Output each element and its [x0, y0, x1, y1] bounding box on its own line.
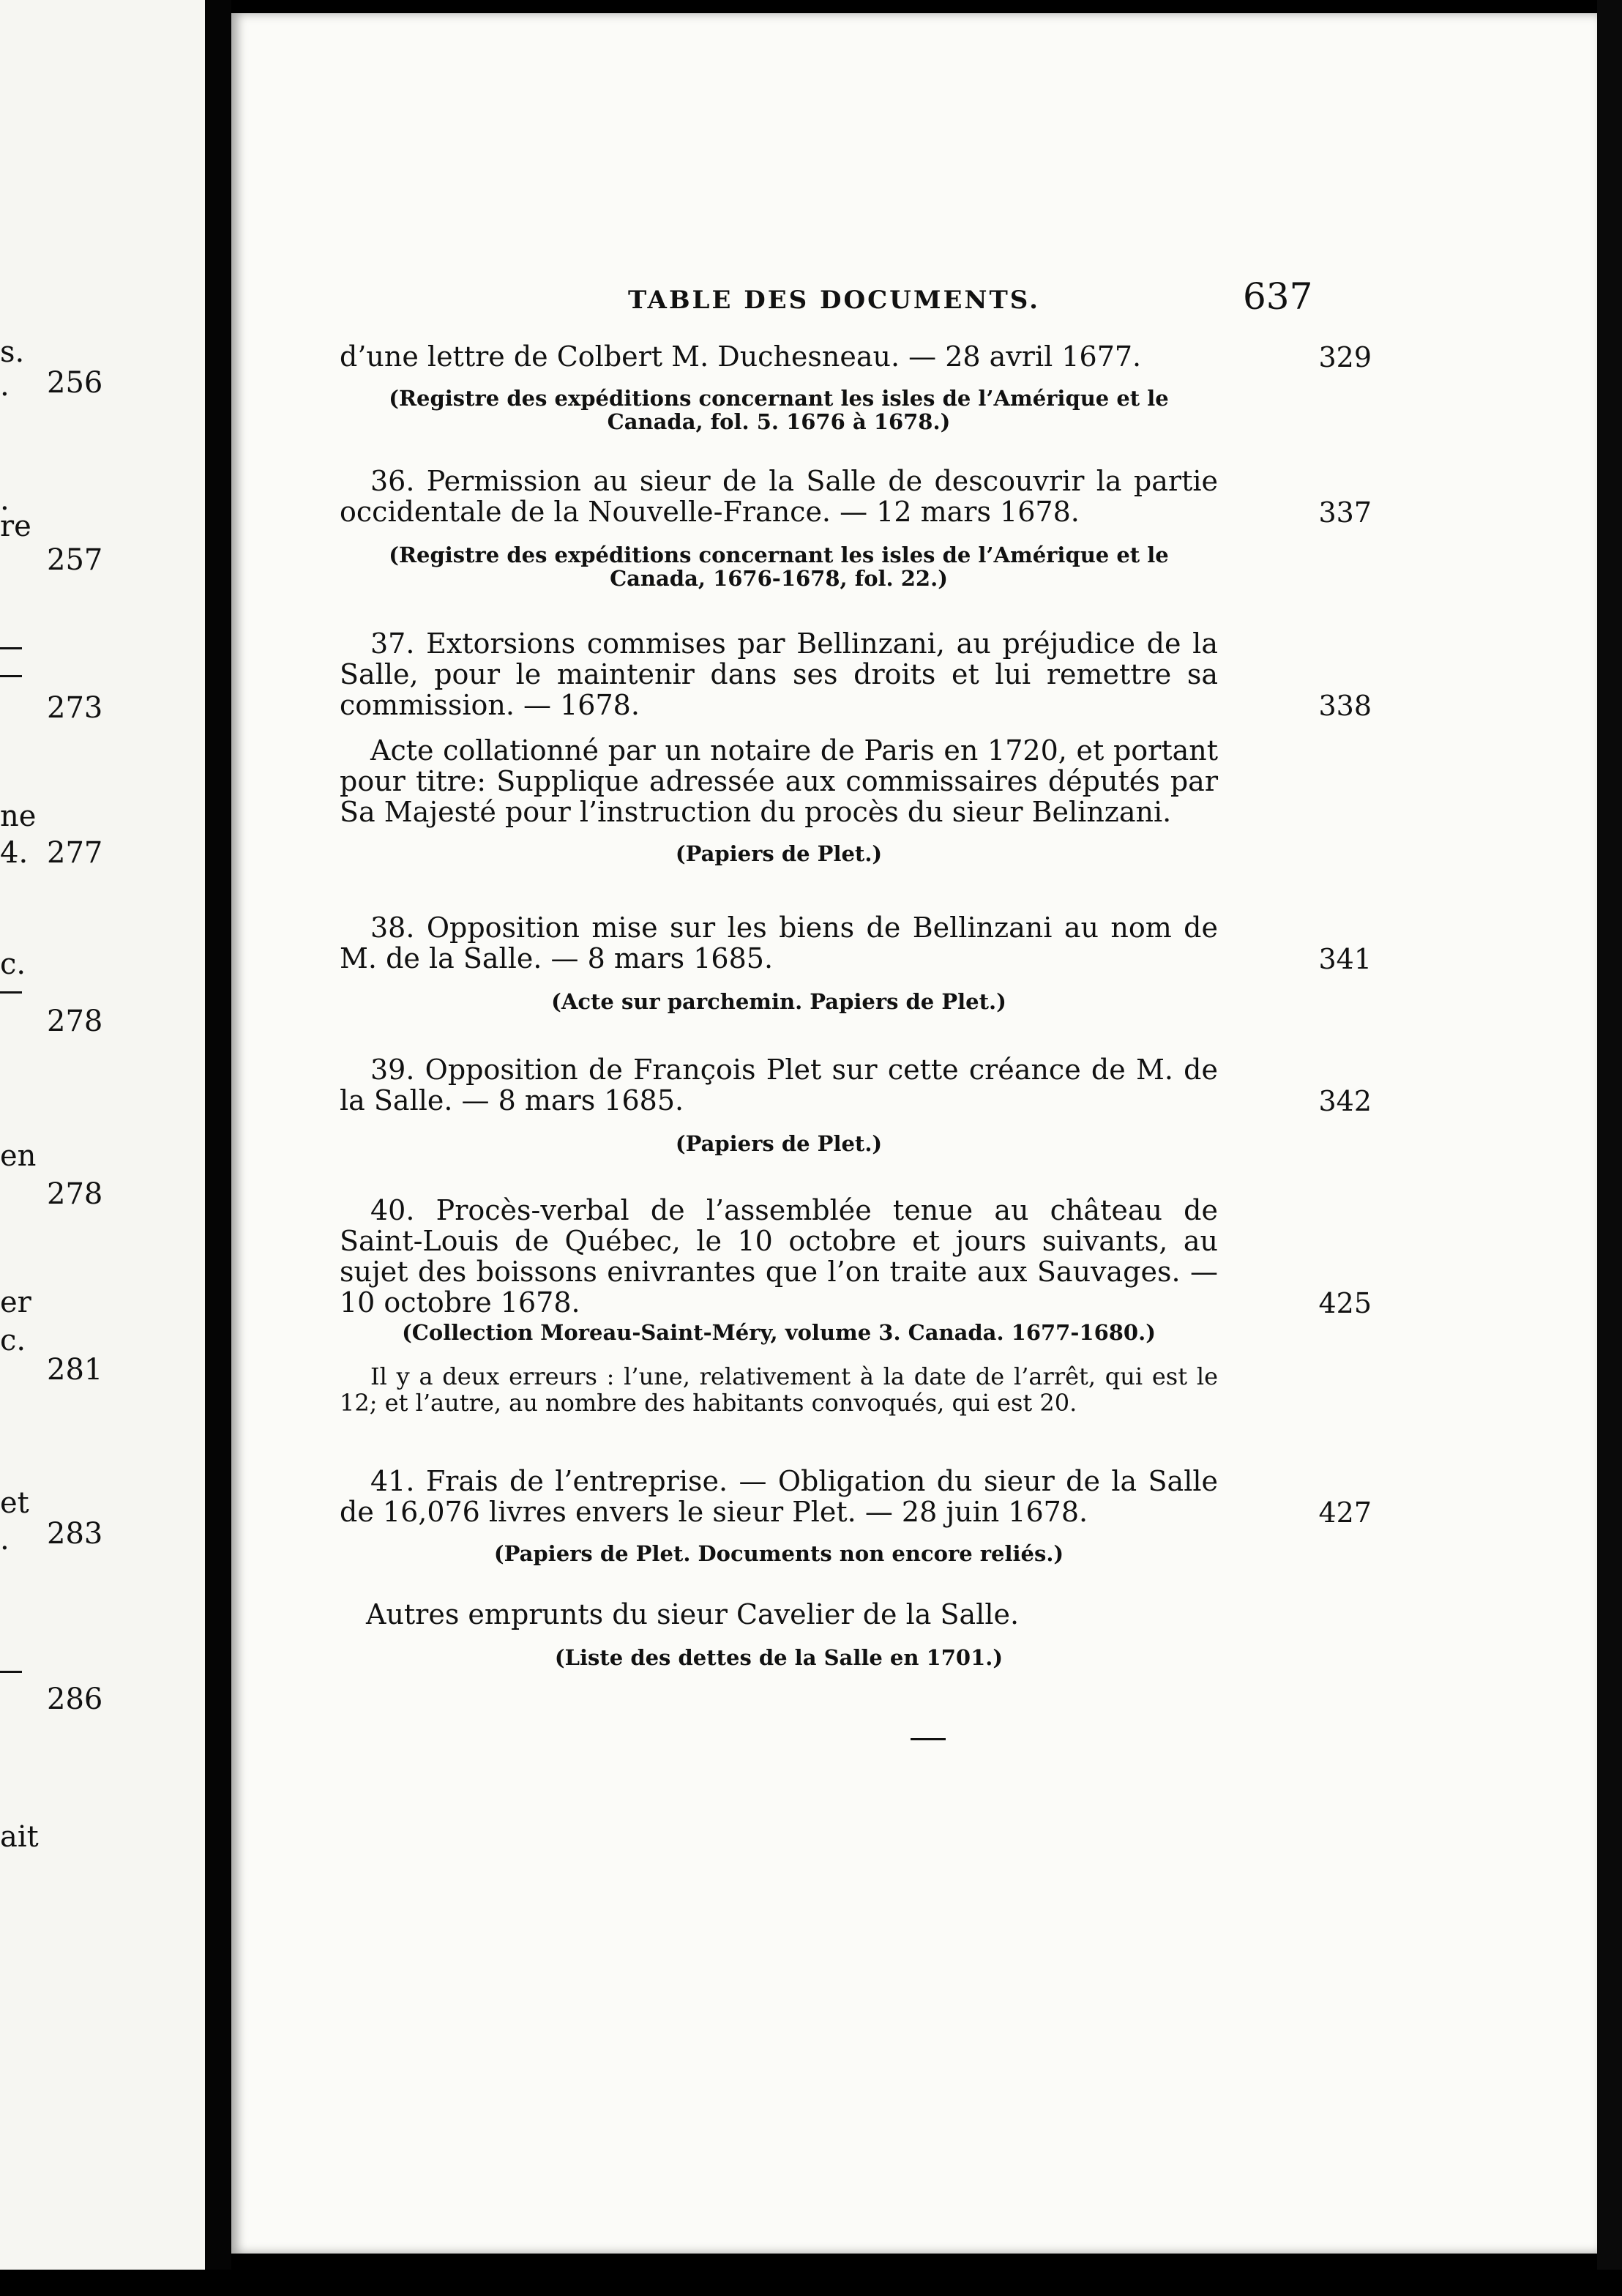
margin-page-number: 257 [47, 543, 103, 577]
margin-fragment: er [0, 1286, 31, 1319]
page-number: 637 [1243, 275, 1313, 318]
margin-fragment: et [0, 1486, 29, 1520]
margin-rule [0, 1671, 22, 1673]
margin-page-number: 286 [47, 1682, 103, 1716]
entry-source: (Acte sur parchemin. Papiers de Plet.) [551, 989, 1006, 1014]
scan-bottom-edge [0, 2270, 1622, 2296]
margin-page-number: 273 [47, 691, 103, 725]
margin-rule [0, 675, 22, 677]
margin-fragment: s. [0, 335, 25, 369]
document-entry [340, 466, 1372, 590]
margin-page-number: 283 [47, 1517, 103, 1551]
entry-text: 36. Permission au sieur de la Salle de descouvrir la partie occidentale de la Nouvelle-France. — 12 mars 1678. [340, 465, 1218, 528]
document-entry [340, 1466, 1372, 1565]
document-entry [340, 628, 1372, 865]
margin-fragment: 4. [0, 836, 29, 870]
closing-section [340, 1599, 1372, 1669]
margin-page-number: 278 [47, 1004, 103, 1038]
entry-note: Acte collationné par un notaire de Paris en 1720, et portant pour titre: Supplique adressée aux commissaires députés par Sa Majesté pour l’instruction du procès du sieur Belinzani. [340, 734, 1218, 828]
margin-page-number: 281 [47, 1353, 103, 1387]
entry-source: (Papiers de Plet.) [675, 1131, 883, 1156]
margin-fragment: ne [0, 800, 37, 833]
margin-page-number: 277 [47, 836, 103, 870]
previous-page-fragment [0, 0, 205, 2270]
entry-text: 39. Opposition de François Plet sur cette créance de M. de la Salle. — 8 mars 1685. [340, 1054, 1218, 1117]
document-entry [340, 1054, 1372, 1155]
entry-source: (Papiers de Plet.) [675, 841, 883, 866]
closing-source: (Liste des dettes de la Salle en 1701.) [554, 1645, 1004, 1670]
entry-page-ref: 425 [1318, 1287, 1372, 1319]
entry-page-ref: 427 [1318, 1496, 1372, 1529]
margin-fragment: c. [0, 947, 26, 981]
margin-rule [0, 647, 22, 649]
margin-rule [0, 991, 22, 994]
document-entry [340, 341, 1372, 433]
entry-source: (Registre des expéditions concernant les isles de l’Amérique et le Canada, fol. 5. 1676 à 1678.) [389, 386, 1169, 434]
entry-text: 40. Procès-verbal de l’assemblée tenue au château de Saint-Louis de Québec, le 10 octobre et jours suivants, au sujet des boissons enivrantes que l’on traite aux Sauvages. — 10 octobre 1678. [340, 1194, 1218, 1319]
margin-page-number: 256 [47, 366, 103, 400]
closing-heading: Autres emprunts du sieur Cavelier de la Salle. [366, 1598, 1020, 1630]
entry-text: 38. Opposition mise sur les biens de Bellinzani au nom de M. de la Salle. — 8 mars 1685. [340, 912, 1218, 974]
running-title: TABLE DES DOCUMENTS. [628, 286, 1040, 315]
margin-fragment: . [0, 1523, 10, 1557]
document-entry [340, 912, 1372, 1013]
entry-page-ref: 341 [1318, 943, 1372, 975]
entry-source: (Collection Moreau-Saint-Méry, volume 3. Canada. 1677-1680.) [402, 1320, 1156, 1345]
margin-page-number: 278 [47, 1177, 103, 1211]
entry-page-ref: 337 [1318, 496, 1372, 529]
end-rule [911, 1738, 946, 1740]
margin-fragment: . [0, 483, 10, 517]
margin-fragment: en [0, 1139, 37, 1173]
book-page [231, 13, 1597, 2254]
entry-page-ref: 338 [1318, 690, 1372, 722]
margin-fragment: c. [0, 1324, 26, 1357]
entry-page-ref: 329 [1318, 341, 1372, 373]
entry-text: 41. Frais de l’entreprise. — Obligation du sieur de la Salle de 16,076 livres envers le sieur Plet. — 28 juin 1678. [340, 1465, 1218, 1528]
entry-text: 37. Extorsions commises par Bellinzani, au préjudice de la Salle, pour le maintenir dans ses droits et lui remettre sa commission. — 1678. [340, 627, 1218, 721]
entry-page-ref: 342 [1318, 1085, 1372, 1117]
book-gutter [205, 0, 231, 2296]
entry-source: (Registre des expéditions concernant les isles de l’Amérique et le Canada, 1676-1678, fol. 22.) [389, 543, 1169, 591]
document-entry [340, 1195, 1372, 1416]
entry-text: d’une lettre de Colbert M. Duchesneau. — 28 avril 1677. [340, 340, 1142, 373]
entry-source: (Papiers de Plet. Documents non encore reliés.) [493, 1541, 1064, 1566]
margin-fragment: re [0, 510, 31, 543]
entry-note: Il y a deux erreurs : l’une, relativement à la date de l’arrêt, qui est le 12; et l’autre, au nombre des habitants convoqués, qui est 20. [340, 1363, 1218, 1417]
margin-fragment: . [0, 369, 10, 403]
margin-fragment: ait [0, 1820, 39, 1854]
right-page-edge [1597, 0, 1622, 2296]
page-header [231, 275, 1597, 322]
